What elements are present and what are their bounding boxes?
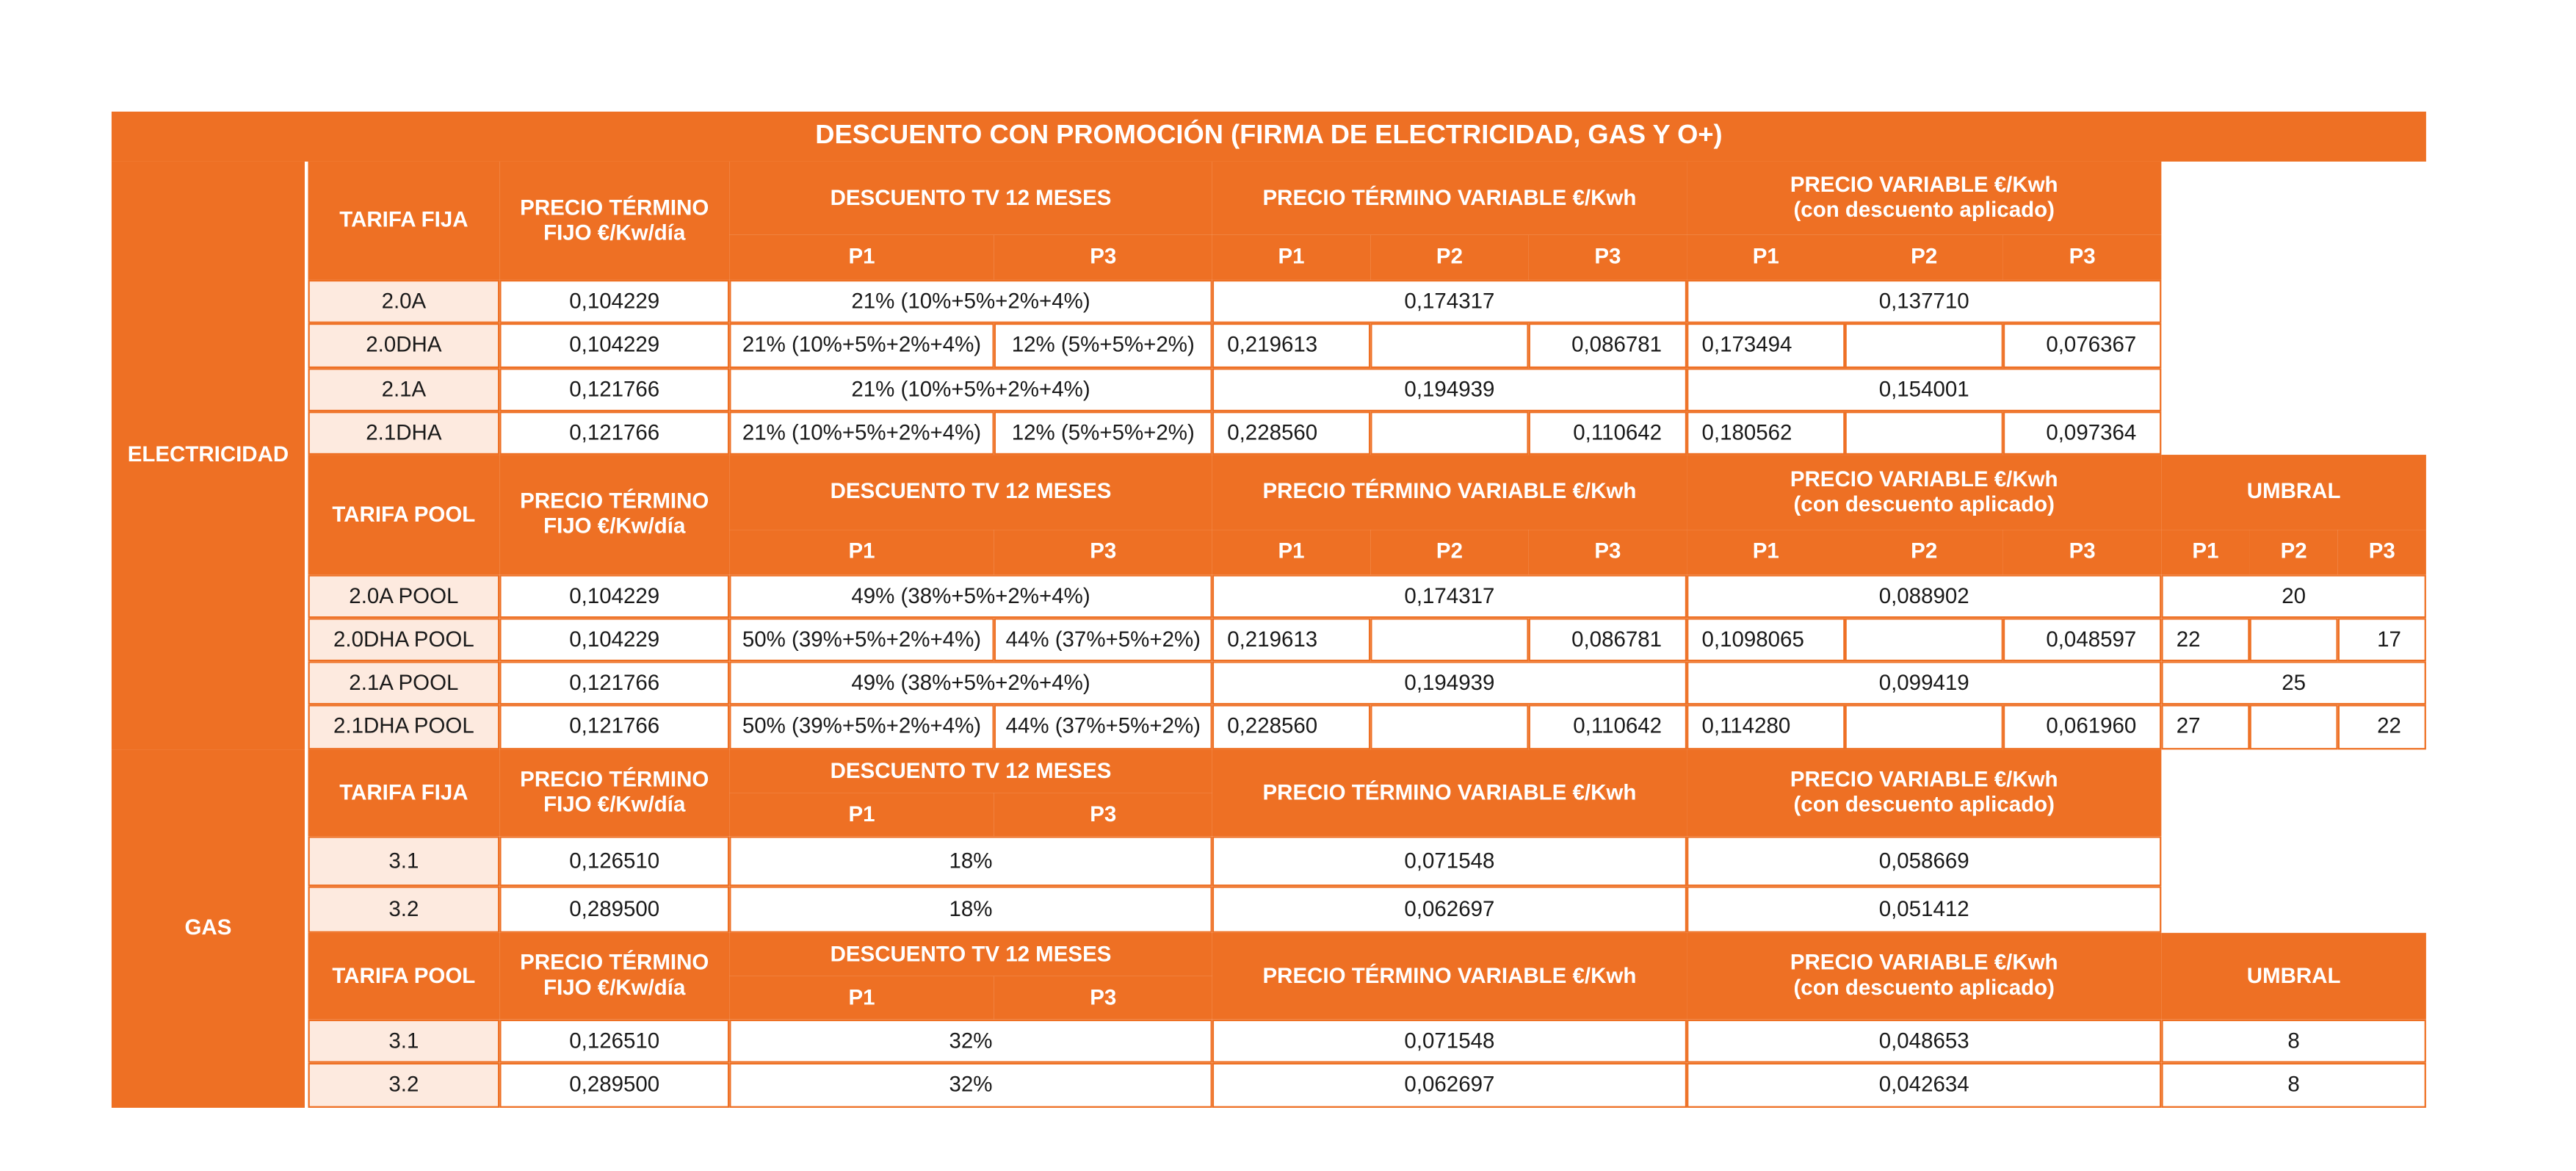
umbral-p2-cell [2250,618,2338,661]
tarifa-header: TARIFA FIJA [308,749,500,836]
precio-fijo-header-line-1: PRECIO TÉRMINO [520,194,709,220]
descuento-tv-header: DESCUENTO TV 12 MESES [729,455,1212,530]
precio-variable-header: PRECIO TÉRMINO VARIABLE €/Kwh [1212,162,1687,235]
p3-header: P3 [2338,530,2426,574]
precio-fijo-header [499,455,729,574]
precio-fijo-header-line-2: FIJO €/Kw/día [543,513,686,538]
precio-descuento-header [1687,455,2161,530]
umbral-cell: 20 [2161,574,2426,618]
p3-header: P3 [994,976,1212,1020]
precio-variable-cell: 0,194939 [1212,661,1687,705]
precio-descuento-header-line-1: PRECIO VARIABLE €/Kwh [1790,171,2058,197]
precio-variable-cell: 0,174317 [1212,280,1687,323]
precio-variable-cell: 0,071548 [1212,836,1687,886]
descuento-aplicado-p3-cell: 0,048597 [2003,618,2161,661]
precio-fijo-cell: 0,126510 [499,836,729,886]
umbral-header: UMBRAL [2161,455,2426,530]
tarifa-cell: 2.1DHA POOL [308,705,500,749]
precio-fijo-cell: 0,289500 [499,1063,729,1108]
precio-fijo-header-line-1: PRECIO TÉRMINO [520,949,709,975]
precio-fijo-cell: 0,121766 [499,661,729,705]
variable-p3-cell: 0,086781 [1529,618,1687,661]
descuento-tv-header: DESCUENTO TV 12 MESES [729,933,1212,976]
descuento-p3-cell: 12% (5%+5%+2%) [994,411,1212,455]
precio-variable-cell: 0,062697 [1212,1063,1687,1108]
descuento-p1-cell: 50% (39%+5%+2%+4%) [729,618,994,661]
precio-descuento-header-line-2: (con descuento aplicado) [1793,791,2055,817]
precio-variable-cell: 0,071548 [1212,1020,1687,1063]
tarifa-cell: 2.1DHA [308,411,500,455]
precio-descuento-cell: 0,154001 [1687,368,2161,411]
p1-header: P1 [2161,530,2249,574]
descuento-tv-cell: 32% [729,1063,1212,1108]
p3-header: P3 [1529,235,1687,280]
p1-header: P1 [729,976,994,1020]
descuento-p1-cell: 21% (10%+5%+2%+4%) [729,323,994,368]
precio-descuento-header-line-1: PRECIO VARIABLE €/Kwh [1790,949,2058,975]
tarifa-cell: 3.1 [308,836,500,886]
precio-variable-cell: 0,062697 [1212,886,1687,932]
umbral-cell: 8 [2161,1063,2426,1108]
p2-header: P2 [1845,235,2003,280]
umbral-p1-cell: 27 [2161,705,2249,749]
p1-header: P1 [729,793,994,836]
p1-header: P1 [729,235,994,280]
precio-variable-header: PRECIO TÉRMINO VARIABLE €/Kwh [1212,455,1687,530]
precio-descuento-cell: 0,088902 [1687,574,2161,618]
precio-descuento-header-line-2: (con descuento aplicado) [1793,196,2055,222]
descuento-tv-cell: 49% (38%+5%+2%+4%) [729,661,1212,705]
variable-p2-cell [1370,323,1528,368]
descuento-aplicado-p1-cell: 0,173494 [1687,323,1845,368]
descuento-aplicado-p3-cell: 0,097364 [2003,411,2161,455]
precio-descuento-cell: 0,042634 [1687,1063,2161,1108]
descuento-p3-cell: 44% (37%+5%+2%) [994,705,1212,749]
variable-p1-cell: 0,219613 [1212,618,1370,661]
tarifa-cell: 3.1 [308,1020,500,1063]
precio-fijo-header-line-2: FIJO €/Kw/día [543,791,686,817]
descuento-tv-cell: 21% (10%+5%+2%+4%) [729,280,1212,323]
precio-fijo-header [499,933,729,1020]
variable-p3-cell: 0,110642 [1529,411,1687,455]
p2-header: P2 [1370,530,1528,574]
variable-p2-cell [1370,411,1528,455]
descuento-p1-cell: 50% (39%+5%+2%+4%) [729,705,994,749]
p3-header: P3 [994,530,1212,574]
precio-variable-header: PRECIO TÉRMINO VARIABLE €/Kwh [1212,933,1687,1020]
precio-fijo-cell: 0,121766 [499,705,729,749]
p1-header: P1 [1212,235,1370,280]
descuento-tv-cell: 21% (10%+5%+2%+4%) [729,368,1212,411]
gas-label: GAS [112,749,305,1108]
descuento-aplicado-p3-cell: 0,061960 [2003,705,2161,749]
precio-fijo-header-line-2: FIJO €/Kw/día [543,219,686,245]
table-title: DESCUENTO CON PROMOCIÓN (FIRMA DE ELECTRICIDAD, GAS Y O+) [112,112,2426,162]
umbral-cell: 8 [2161,1020,2426,1063]
umbral-p3-cell: 17 [2338,618,2426,661]
precio-descuento-cell: 0,137710 [1687,280,2161,323]
precio-descuento-header [1687,933,2161,1020]
p1-header: P1 [1687,530,1845,574]
descuento-aplicado-p1-cell: 0,1098065 [1687,618,1845,661]
tarifa-cell: 2.0DHA [308,323,500,368]
precio-descuento-cell: 0,099419 [1687,661,2161,705]
p3-header: P3 [994,235,1212,280]
variable-p2-cell [1370,618,1528,661]
descuento-aplicado-p2-cell [1845,323,2003,368]
p2-header: P2 [2250,530,2338,574]
umbral-header: UMBRAL [2161,933,2426,1020]
precio-fijo-header [499,162,729,280]
p2-header: P2 [1370,235,1528,280]
precio-fijo-cell: 0,121766 [499,368,729,411]
tarifa-cell: 3.2 [308,886,500,932]
descuento-p1-cell: 21% (10%+5%+2%+4%) [729,411,994,455]
precio-descuento-header-line-2: (con descuento aplicado) [1793,974,2055,1000]
descuento-tv-cell: 32% [729,1020,1212,1063]
p1-header: P1 [729,530,994,574]
precio-fijo-header-line-1: PRECIO TÉRMINO [520,766,709,792]
tarifa-cell: 2.1A POOL [308,661,500,705]
descuento-aplicado-p3-cell: 0,076367 [2003,323,2161,368]
tarifa-header: TARIFA POOL [308,933,500,1020]
precio-descuento-header-line-2: (con descuento aplicado) [1793,490,2055,516]
variable-p1-cell: 0,219613 [1212,323,1370,368]
precio-descuento-header-line-1: PRECIO VARIABLE €/Kwh [1790,766,2058,792]
variable-p3-cell: 0,086781 [1529,323,1687,368]
p1-header: P1 [1212,530,1370,574]
tarifa-header: TARIFA FIJA [308,162,500,280]
tarifa-header: TARIFA POOL [308,455,500,574]
precio-fijo-cell: 0,104229 [499,574,729,618]
umbral-cell: 25 [2161,661,2426,705]
precio-descuento-header [1687,749,2161,836]
precio-descuento-header [1687,162,2161,235]
p1-header: P1 [1687,235,1845,280]
tarifa-cell: 3.2 [308,1063,500,1108]
tarifa-cell: 2.0A POOL [308,574,500,618]
precio-descuento-cell: 0,048653 [1687,1020,2161,1063]
precio-fijo-header-line-2: FIJO €/Kw/día [543,974,686,1000]
precio-fijo-cell: 0,126510 [499,1020,729,1063]
variable-p2-cell [1370,705,1528,749]
precio-variable-header: PRECIO TÉRMINO VARIABLE €/Kwh [1212,749,1687,836]
umbral-p2-cell [2250,705,2338,749]
variable-p3-cell: 0,110642 [1529,705,1687,749]
umbral-p1-cell: 22 [2161,618,2249,661]
p3-header: P3 [2003,530,2161,574]
precio-variable-cell: 0,174317 [1212,574,1687,618]
precio-fijo-cell: 0,104229 [499,618,729,661]
precio-fijo-cell: 0,289500 [499,886,729,932]
p3-header: P3 [2003,235,2161,280]
descuento-aplicado-p1-cell: 0,114280 [1687,705,1845,749]
precio-fijo-header [499,749,729,836]
umbral-p3-cell: 22 [2338,705,2426,749]
descuento-tv-header: DESCUENTO TV 12 MESES [729,162,1212,235]
precio-fijo-header-line-1: PRECIO TÉRMINO [520,488,709,514]
descuento-aplicado-p2-cell [1845,705,2003,749]
descuento-tv-header: DESCUENTO TV 12 MESES [729,749,1212,793]
descuento-aplicado-p2-cell [1845,411,2003,455]
precio-fijo-cell: 0,121766 [499,411,729,455]
tarifa-cell: 2.0A [308,280,500,323]
precio-fijo-cell: 0,104229 [499,323,729,368]
variable-p1-cell: 0,228560 [1212,705,1370,749]
descuento-p3-cell: 44% (37%+5%+2%) [994,618,1212,661]
variable-p1-cell: 0,228560 [1212,411,1370,455]
descuento-tv-cell: 18% [729,836,1212,886]
precio-descuento-cell: 0,051412 [1687,886,2161,932]
p3-header: P3 [994,793,1212,836]
precio-fijo-cell: 0,104229 [499,280,729,323]
precio-descuento-header-line-1: PRECIO VARIABLE €/Kwh [1790,465,2058,491]
electricidad-label: ELECTRICIDAD [112,162,305,749]
descuento-tv-cell: 49% (38%+5%+2%+4%) [729,574,1212,618]
precio-descuento-cell: 0,058669 [1687,836,2161,886]
descuento-p3-cell: 12% (5%+5%+2%) [994,323,1212,368]
descuento-tv-cell: 18% [729,886,1212,932]
tarifa-cell: 2.1A [308,368,500,411]
p2-header: P2 [1845,530,2003,574]
descuento-aplicado-p1-cell: 0,180562 [1687,411,1845,455]
p3-header: P3 [1529,530,1687,574]
precio-variable-cell: 0,194939 [1212,368,1687,411]
descuento-aplicado-p2-cell [1845,618,2003,661]
tarifa-cell: 2.0DHA POOL [308,618,500,661]
